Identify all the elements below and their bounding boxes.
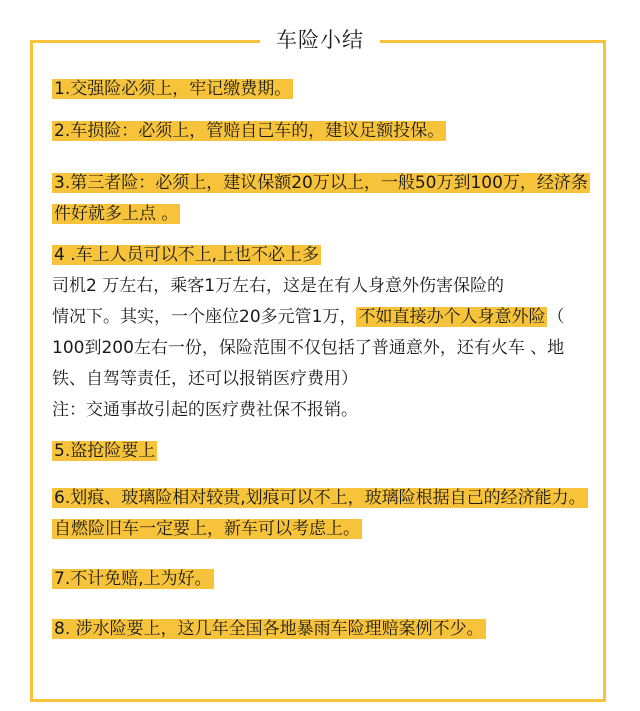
item-2: 2.车损险：必须上，管赔自己车的，建议足额投保。 <box>54 121 445 141</box>
item-4-note: 注：交通事故引起的医疗费社保不报销。 <box>52 400 358 420</box>
highlight-personal-accident: 不如直接办个人身意外险 <box>358 307 546 327</box>
item-3: 3.第三者险：必须上，建议保额20万以上，一般50万到100万，经济条件好就多上点 。 <box>54 173 588 224</box>
item-5: 5.盗抢险要上 <box>54 441 156 461</box>
item-4-line1: 司机2 万左右，乘客1万左右，这是在有人身意外伤害保险的 <box>52 276 505 296</box>
item-8: 8. 涉水险要上，这几年全国各地暴雨车险理赔案例不少。 <box>54 619 484 639</box>
item-4 <box>52 240 597 426</box>
item-4-heading-row: 4 .车上人员可以不上,上也不必上多 <box>54 245 320 265</box>
item-4-line2: 情况下。其实，一个座位20多元管1万， 不如直接办个人身意外险 （ 100到200左右一份，保险范围不仅包括了普通意外，还有火车 、地铁、自驾等责任，还可以报销医疗费用） <box>52 307 565 389</box>
item-7: 7.不计免赔,上为好。 <box>54 569 212 589</box>
item-1: 1.交强险必须上，牢记缴费期。 <box>54 79 292 99</box>
summary-title: 车险小结 <box>0 22 640 58</box>
item-6: 6.划痕、玻璃险相对较贵,划痕可以不上，玻璃险根据自己的经济能力。自燃险旧车一定要上，新车可以考虑上。 <box>54 488 586 539</box>
